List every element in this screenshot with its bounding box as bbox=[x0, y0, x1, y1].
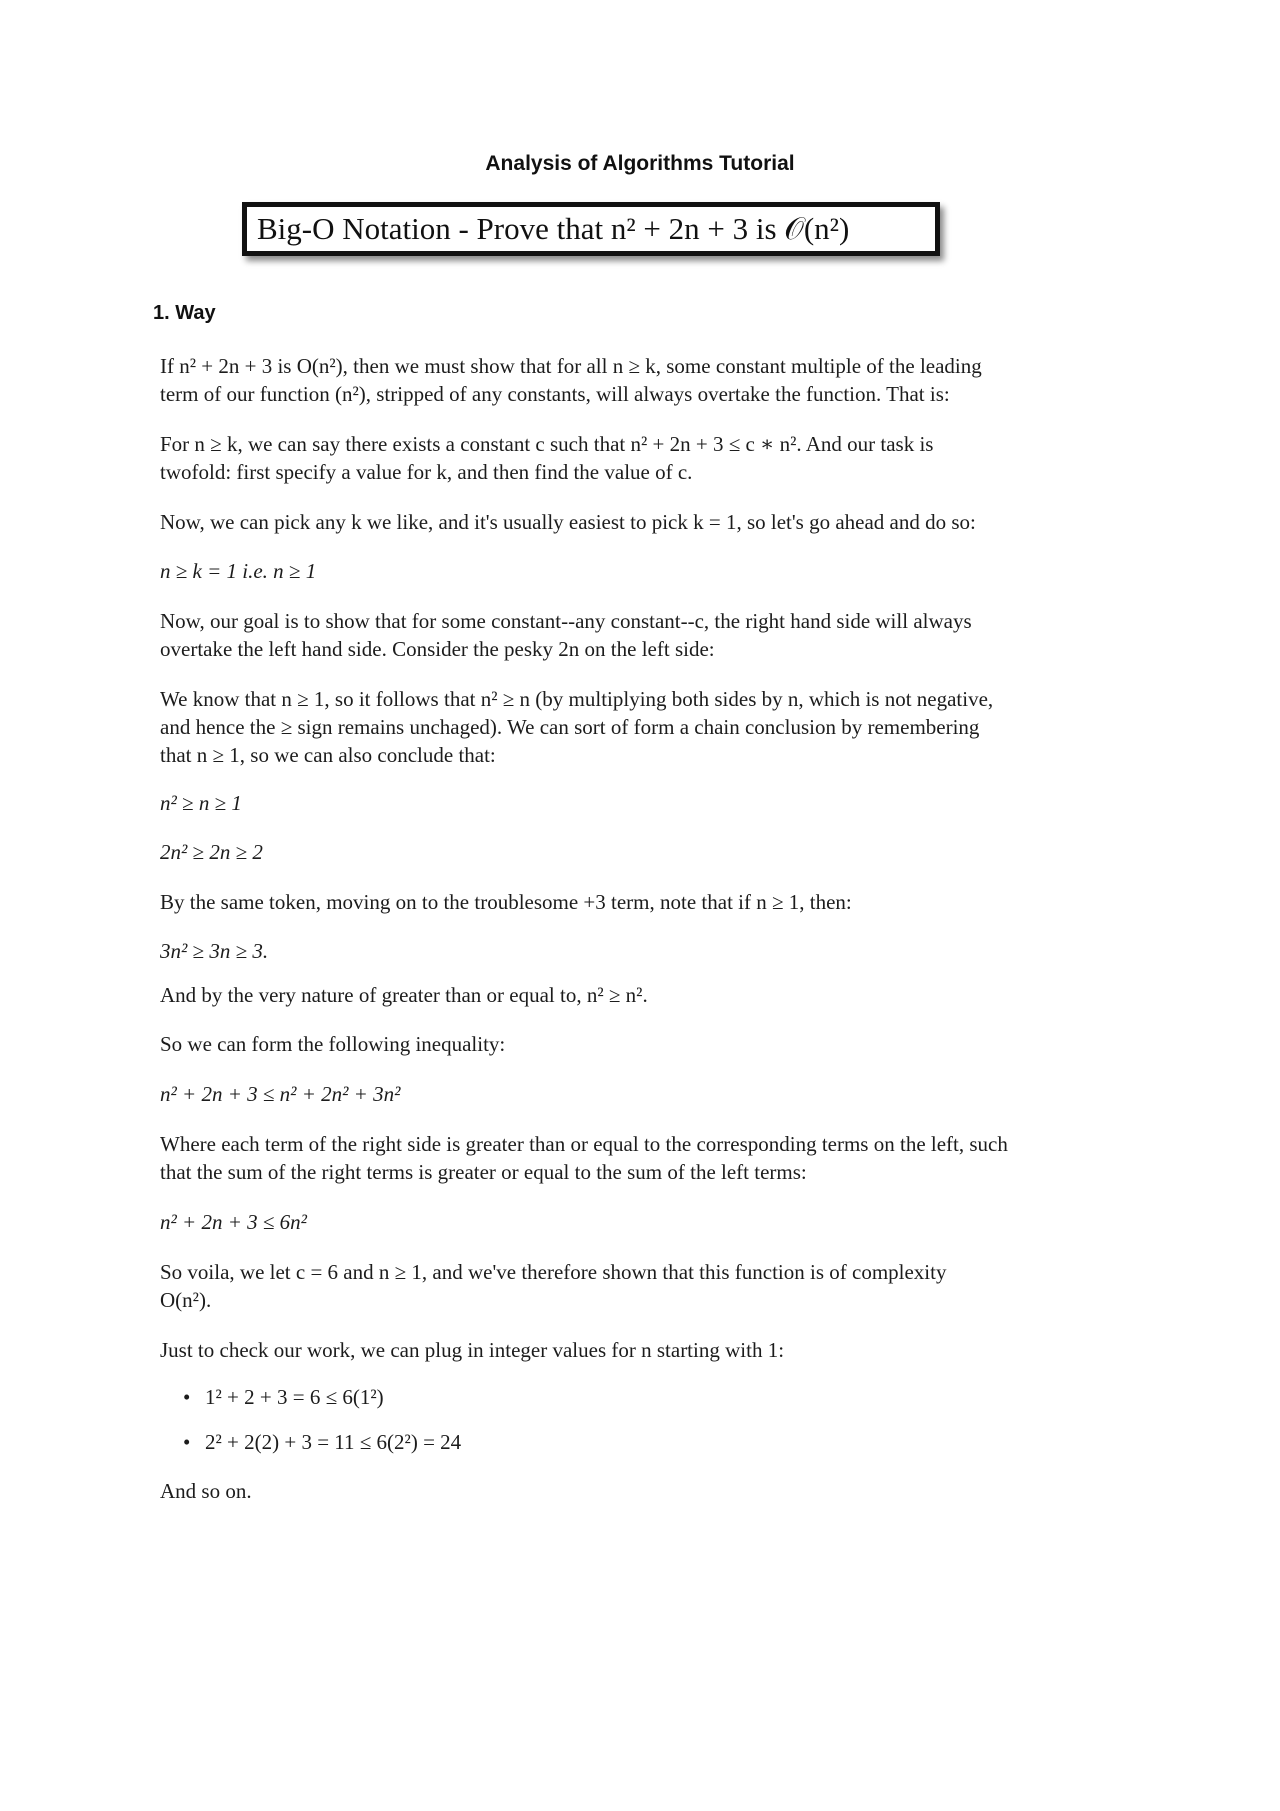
paragraph bbox=[160, 1030, 1140, 1058]
list-item-text: 2² + 2(2) + 3 = 11 ≤ 6(2²) = 24 bbox=[205, 1430, 462, 1454]
equation bbox=[160, 838, 1140, 866]
text-line: term of our function (n²), stripped of any constants, will always overtake the function. That is: bbox=[160, 382, 950, 406]
paragraph bbox=[160, 981, 1140, 1009]
equation bbox=[160, 1208, 1140, 1236]
text-line: Just to check our work, we can plug in integer values for n starting with 1: bbox=[160, 1338, 785, 1362]
document-title: Analysis of Algorithms Tutorial bbox=[485, 152, 795, 175]
equation bbox=[160, 937, 1140, 965]
paragraph bbox=[160, 1477, 1140, 1505]
text-line: O(n²). bbox=[160, 1288, 212, 1312]
paragraph bbox=[160, 607, 1140, 663]
text-line: For n ≥ k, we can say there exists a constant c such that n² + 2n + 3 ≤ c ∗ n². And our task is bbox=[160, 432, 934, 456]
paragraph bbox=[160, 430, 1140, 486]
paragraph bbox=[160, 1130, 1140, 1186]
equation bbox=[160, 1080, 1140, 1108]
equation bbox=[160, 789, 1140, 817]
paragraph bbox=[160, 508, 1140, 536]
text-line: Where each term of the right side is greater than or equal to the corresponding terms on the left, such bbox=[160, 1132, 1008, 1156]
boxed-heading: Big-O Notation - Prove that n² + 2n + 3 is 𝒪(n²) bbox=[242, 202, 940, 256]
paragraph bbox=[160, 352, 1140, 408]
text-line: n² + 2n + 3 ≤ n² + 2n² + 3n² bbox=[160, 1082, 401, 1106]
paragraph bbox=[160, 888, 1140, 916]
text-line: By the same token, moving on to the troublesome +3 term, note that if n ≥ 1, then: bbox=[160, 890, 852, 914]
list-item bbox=[183, 1428, 461, 1456]
paragraph bbox=[160, 1336, 1140, 1364]
text-line: 3n² ≥ 3n ≥ 3. bbox=[160, 939, 269, 963]
text-line: 2n² ≥ 2n ≥ 2 bbox=[160, 840, 263, 864]
bullet-icon: • bbox=[183, 1430, 191, 1454]
equation bbox=[160, 557, 1140, 585]
text-line: that the sum of the right terms is greater or equal to the sum of the left terms: bbox=[160, 1160, 807, 1184]
text-line: n ≥ k = 1 i.e. n ≥ 1 bbox=[160, 559, 317, 583]
text-line: So we can form the following inequality: bbox=[160, 1032, 506, 1056]
section-heading: 1. Way bbox=[153, 302, 216, 324]
text-line: Now, our goal is to show that for some constant--any constant--c, the right hand side will always bbox=[160, 609, 972, 633]
text-line: twofold: first specify a value for k, and then find the value of c. bbox=[160, 460, 693, 484]
text-line: We know that n ≥ 1, so it follows that n² ≥ n (by multiplying both sides by n, which is not negative, bbox=[160, 687, 994, 711]
text-line: n² ≥ n ≥ 1 bbox=[160, 791, 242, 815]
text-line: n² + 2n + 3 ≤ 6n² bbox=[160, 1210, 307, 1234]
text-line: If n² + 2n + 3 is O(n²), then we must show that for all n ≥ k, some constant multiple of the leading bbox=[160, 354, 982, 378]
text-line: and hence the ≥ sign remains unchaged). We can sort of form a chain conclusion by remembering bbox=[160, 715, 980, 739]
text-line: Now, we can pick any k we like, and it's usually easiest to pick k = 1, so let's go ahead and do so: bbox=[160, 510, 976, 534]
bullet-icon: • bbox=[183, 1385, 191, 1409]
paragraph bbox=[160, 685, 1140, 769]
text-line: And so on. bbox=[160, 1479, 252, 1503]
paragraph bbox=[160, 1258, 1140, 1314]
text-line: And by the very nature of greater than or equal to, n² ≥ n². bbox=[160, 983, 648, 1007]
text-line: So voila, we let c = 6 and n ≥ 1, and we've therefore shown that this function is of complexity bbox=[160, 1260, 947, 1284]
text-line: overtake the left hand side. Consider the pesky 2n on the left side: bbox=[160, 637, 715, 661]
list-item bbox=[183, 1383, 384, 1411]
text-line: that n ≥ 1, so we can also conclude that: bbox=[160, 743, 496, 767]
list-item-text: 1² + 2 + 3 = 6 ≤ 6(1²) bbox=[205, 1385, 384, 1409]
